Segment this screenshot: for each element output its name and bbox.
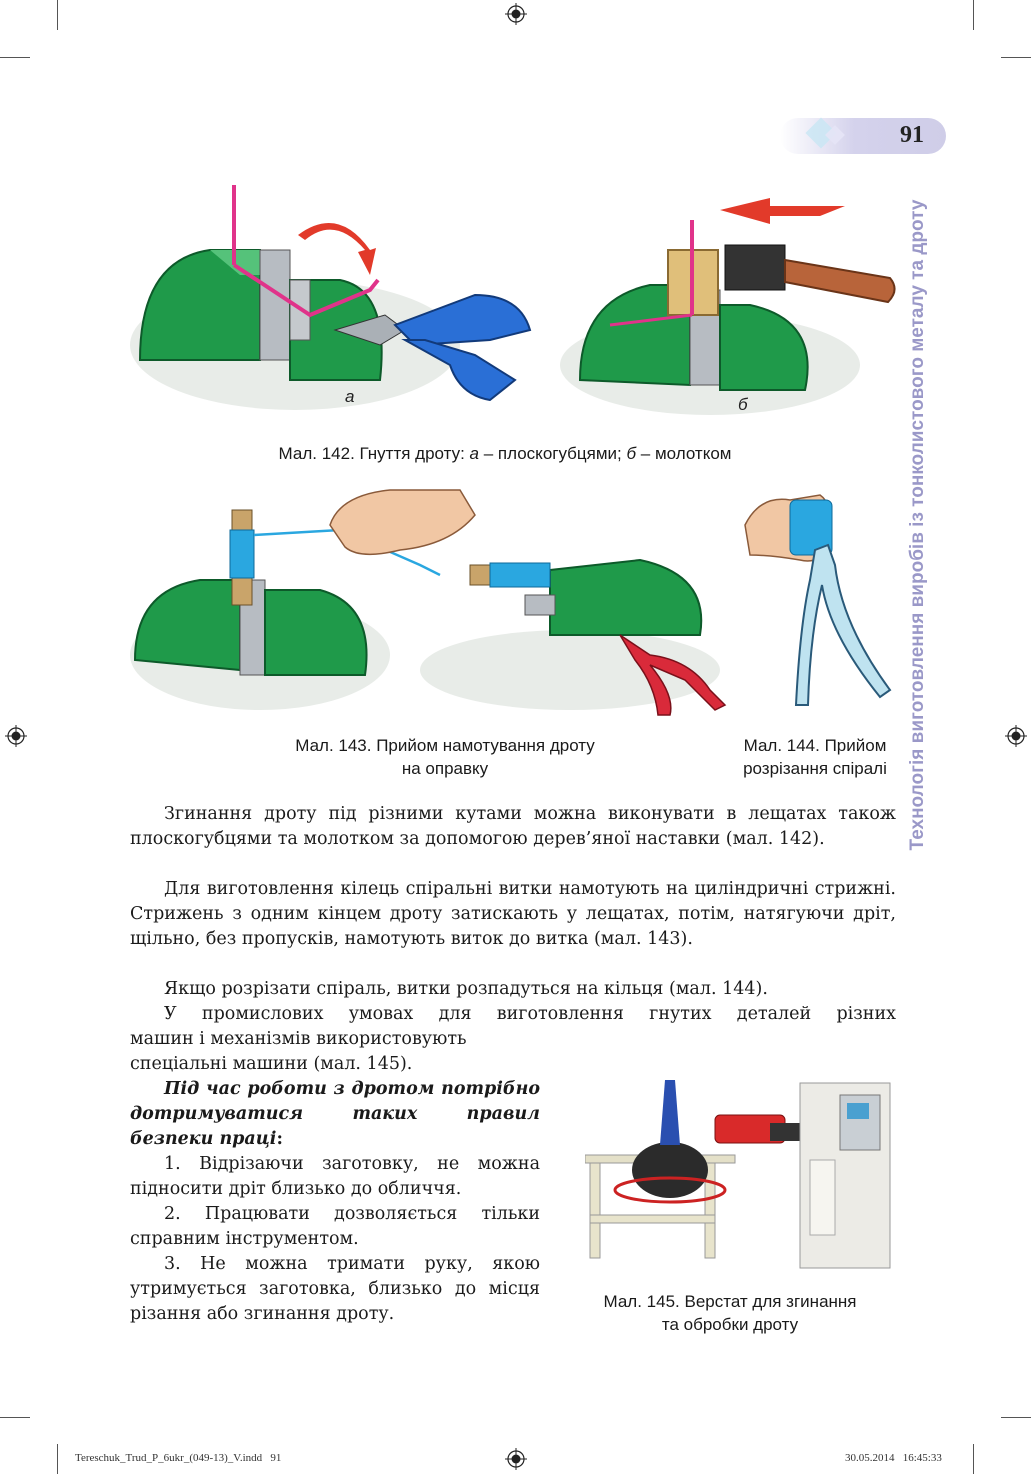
crop-mark bbox=[0, 57, 30, 58]
registration-mark-icon bbox=[1005, 725, 1027, 747]
safety-rule-1: 1. Відрізаючи заготовку, не можна підносити дріт близько до обличчя. bbox=[130, 1154, 540, 1199]
label-b: б bbox=[738, 395, 748, 414]
wire-coil bbox=[632, 1142, 708, 1198]
figure-142-illustration bbox=[130, 180, 900, 430]
crop-mark bbox=[0, 1417, 30, 1418]
paragraph-4-continued: машин і механізмів використовують спеціальні машини (мал. 145). bbox=[130, 1029, 467, 1074]
page-number-tab bbox=[780, 116, 946, 156]
hammer-icon bbox=[725, 245, 895, 302]
registration-mark-icon bbox=[505, 1448, 527, 1470]
safety-rules bbox=[130, 1077, 540, 1327]
figure-142-caption: Мал. 142. Гнуття дроту: а – плоскогубцями; б – молотком bbox=[278, 444, 732, 463]
crop-mark bbox=[1001, 1417, 1031, 1418]
page-number: 91 bbox=[900, 122, 924, 148]
nippers-icon bbox=[796, 545, 890, 705]
crop-mark bbox=[57, 1444, 58, 1474]
vise-side bbox=[550, 560, 701, 635]
crop-mark bbox=[1001, 57, 1031, 58]
crop-mark bbox=[57, 0, 58, 30]
coil bbox=[490, 563, 550, 587]
safety-rule-3: 3. Не можна тримати руку, якою утримується заготовка, близько до місця різання або згинання дроту. bbox=[130, 1254, 540, 1324]
label-a: а bbox=[345, 387, 355, 406]
figure-143-illustration bbox=[130, 485, 730, 720]
figure-144-caption: Мал. 144. Прийом розрізання спіралі bbox=[743, 736, 887, 778]
figure-145-caption: Мал. 145. Верстат для згинання та обробки дроту bbox=[603, 1292, 857, 1334]
figure-144-illustration bbox=[730, 485, 895, 720]
hand-icon bbox=[330, 490, 475, 554]
footer-timestamp: 30.05.2014 16:45:33 bbox=[845, 1452, 942, 1464]
paragraph-4: У промислових умовах для виготовлення гнутих деталей різних bbox=[164, 1004, 896, 1024]
registration-mark-icon bbox=[505, 3, 527, 25]
direction-arrow-icon bbox=[720, 198, 845, 224]
figure-143-caption: Мал. 143. Прийом намотування дроту на оправку bbox=[295, 736, 595, 778]
crop-mark bbox=[973, 0, 974, 30]
figure-145-machine-photo bbox=[585, 1075, 895, 1275]
spool-frame bbox=[660, 1080, 680, 1145]
rotate-arrow-icon bbox=[298, 223, 376, 275]
safety-title: Під час роботи з дротом потрібно дотримуватися таких правил безпеки праці: bbox=[130, 1079, 540, 1149]
chapter-side-title: Технологія виготовлення виробів із тонколистового металу та дроту bbox=[907, 199, 928, 851]
paragraph-2: Для виготовлення кілець спіральні витки намотують на циліндричні стрижні. Стрижень з одним кінцем дроту затискають у лещатах, потім, натягуючи дріт, щільно, без пропусків, намотують виток до витка (мал. 143). bbox=[130, 879, 896, 949]
paragraph-3: Якщо розрізати спіраль, витки розпадуться на кільця (мал. 144). bbox=[164, 979, 768, 999]
coil bbox=[230, 530, 254, 578]
registration-mark-icon bbox=[5, 725, 27, 747]
paragraph-1: Згинання дроту під різними кутами можна виконувати в лещатах також плоскогубцями та молотком за допомогою дерев’яної наставки (мал. 142). bbox=[130, 804, 896, 849]
safety-rule-2: 2. Працювати дозволяється тільки справним інструментом. bbox=[130, 1204, 540, 1249]
crop-mark bbox=[973, 1444, 974, 1474]
footer-file-name: Tereschuk_Trud_P_6ukr_(049-13)_V.indd 91 bbox=[75, 1452, 282, 1464]
mandrel-horizontal bbox=[470, 565, 492, 585]
